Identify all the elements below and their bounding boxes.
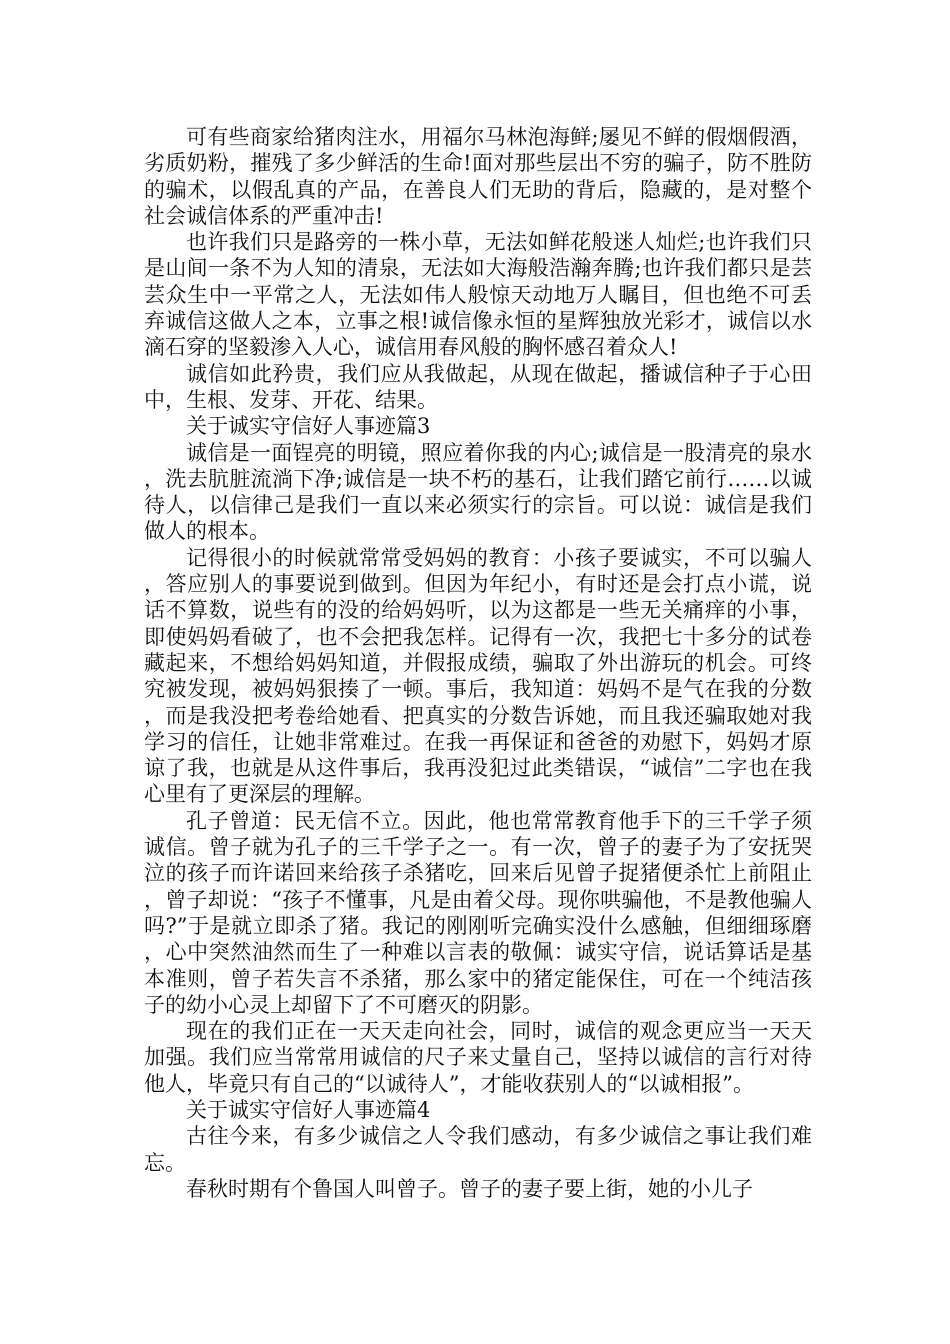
paragraph-7: 现在的我们正在一天天走向社会，同时，诚信的观念更应当一天天加强。我们应当常常用诚信的尺子来丈量自己，坚持以诚信的言行对待他人，毕竟只有自己的“以诚待人”，才能收获别人的“以诚相报”。 [144, 1019, 812, 1096]
paragraph-2: 也许我们只是路旁的一株小草，无法如鲜花般迷人灿烂;也许我们只是山间一条不为人知的清泉，无法如大海般浩瀚奔腾;也许我们都只是芸芸众生中一平常之人，无法如伟人般惊天动地万人瞩目，但也绝不可丢弃诚信这做人之本，立事之根!诚信像永恒的星辉独放光彩才，诚信以水滴石穿的坚毅渗入人心，诚信用春风般的胸怀感召着众人! [144, 230, 812, 360]
paragraph-8: 古往今来，有多少诚信之人令我们感动，有多少诚信之事让我们难忘。 [144, 1124, 812, 1175]
paragraph-9: 春秋时期有个鲁国人叫曾子。曾子的妻子要上街，她的小儿子 [186, 1176, 753, 1201]
paragraph-6: 孔子曾道：民无信不立。因此，他也常常教育他手下的三千学子须诚信。曾子就为孔子的三千学子之一。有一次，曾子的妻子为了安抚哭泣的孩子而许诺回来给孩子杀猪吃，回来后见曾子捉猪便杀忙上前阻止，曾子却说：“孩子不懂事，凡是由着父母。现你哄骗他，不是教他骗人吗?”于是就立即杀了猪。我记的刚刚听完确实没什么感触，但细细琢磨，心中突然油然而生了一种难以言表的敬佩：诚实守信，说话算话是基本准则，曾子若失言不杀猪，那么家中的猪定能保住，可在一个纯洁孩子的幼小心灵上却留下了不可磨灭的阴影。 [144, 808, 812, 1017]
paragraph-4: 诚信是一面锃亮的明镜，照应着你我的内心;诚信是一股清亮的泉水，洗去肮脏流淌下净;诚信是一块不朽的基石，让我们踏它前行……以诚待人，以信律己是我们一直以来必须实行的宗旨。可以说：诚信是我们做人的根本。 [144, 440, 812, 544]
paragraph-1: 可有些商家给猪肉注水，用福尔马林泡海鲜;屡见不鲜的假烟假酒，劣质奶粉，摧残了多少鲜活的生命!面对那些层出不穷的骗子，防不胜防的骗术，以假乱真的产品，在善良人们无助的背后，隐藏的，是对整个社会诚信体系的严重冲击! [144, 125, 812, 228]
paragraph-5: 记得很小的时候就常常受妈妈的教育：小孩子要诚实，不可以骗人，答应别人的事要说到做到。但因为年纪小，有时还是会打点小谎，说话不算数，说些有的没的给妈妈听，以为这都是一些无关痛痒的小事，即使妈妈看破了，也不会把我怎样。记得有一次，我把七十多分的试卷藏起来，不想给妈妈知道，并假报成绩，骗取了外出游玩的机会。可终究被发现，被妈妈狠揍了一顿。事后，我知道：妈妈不是气在我的分数，而是我没把考卷给她看、把真实的分数告诉她，而且我还骗取她对我学习的信任，让她非常难过。在我一再保证和爸爸的劝慰下，妈妈才原谅了我，也就是从这件事后，我再没犯过此类错误，“诚信”二字也在我心里有了更深层的理解。 [144, 545, 812, 807]
section-heading-4: 关于诚实守信好人事迹篇4 [186, 1097, 431, 1122]
document-body [144, 124, 812, 1202]
section-heading-3: 关于诚实守信好人事迹篇3 [186, 414, 431, 439]
paragraph-3: 诚信如此矜贵，我们应从我做起，从现在做起，播诚信种子于心田中，生根、发芽、开花、结果。 [144, 361, 812, 412]
